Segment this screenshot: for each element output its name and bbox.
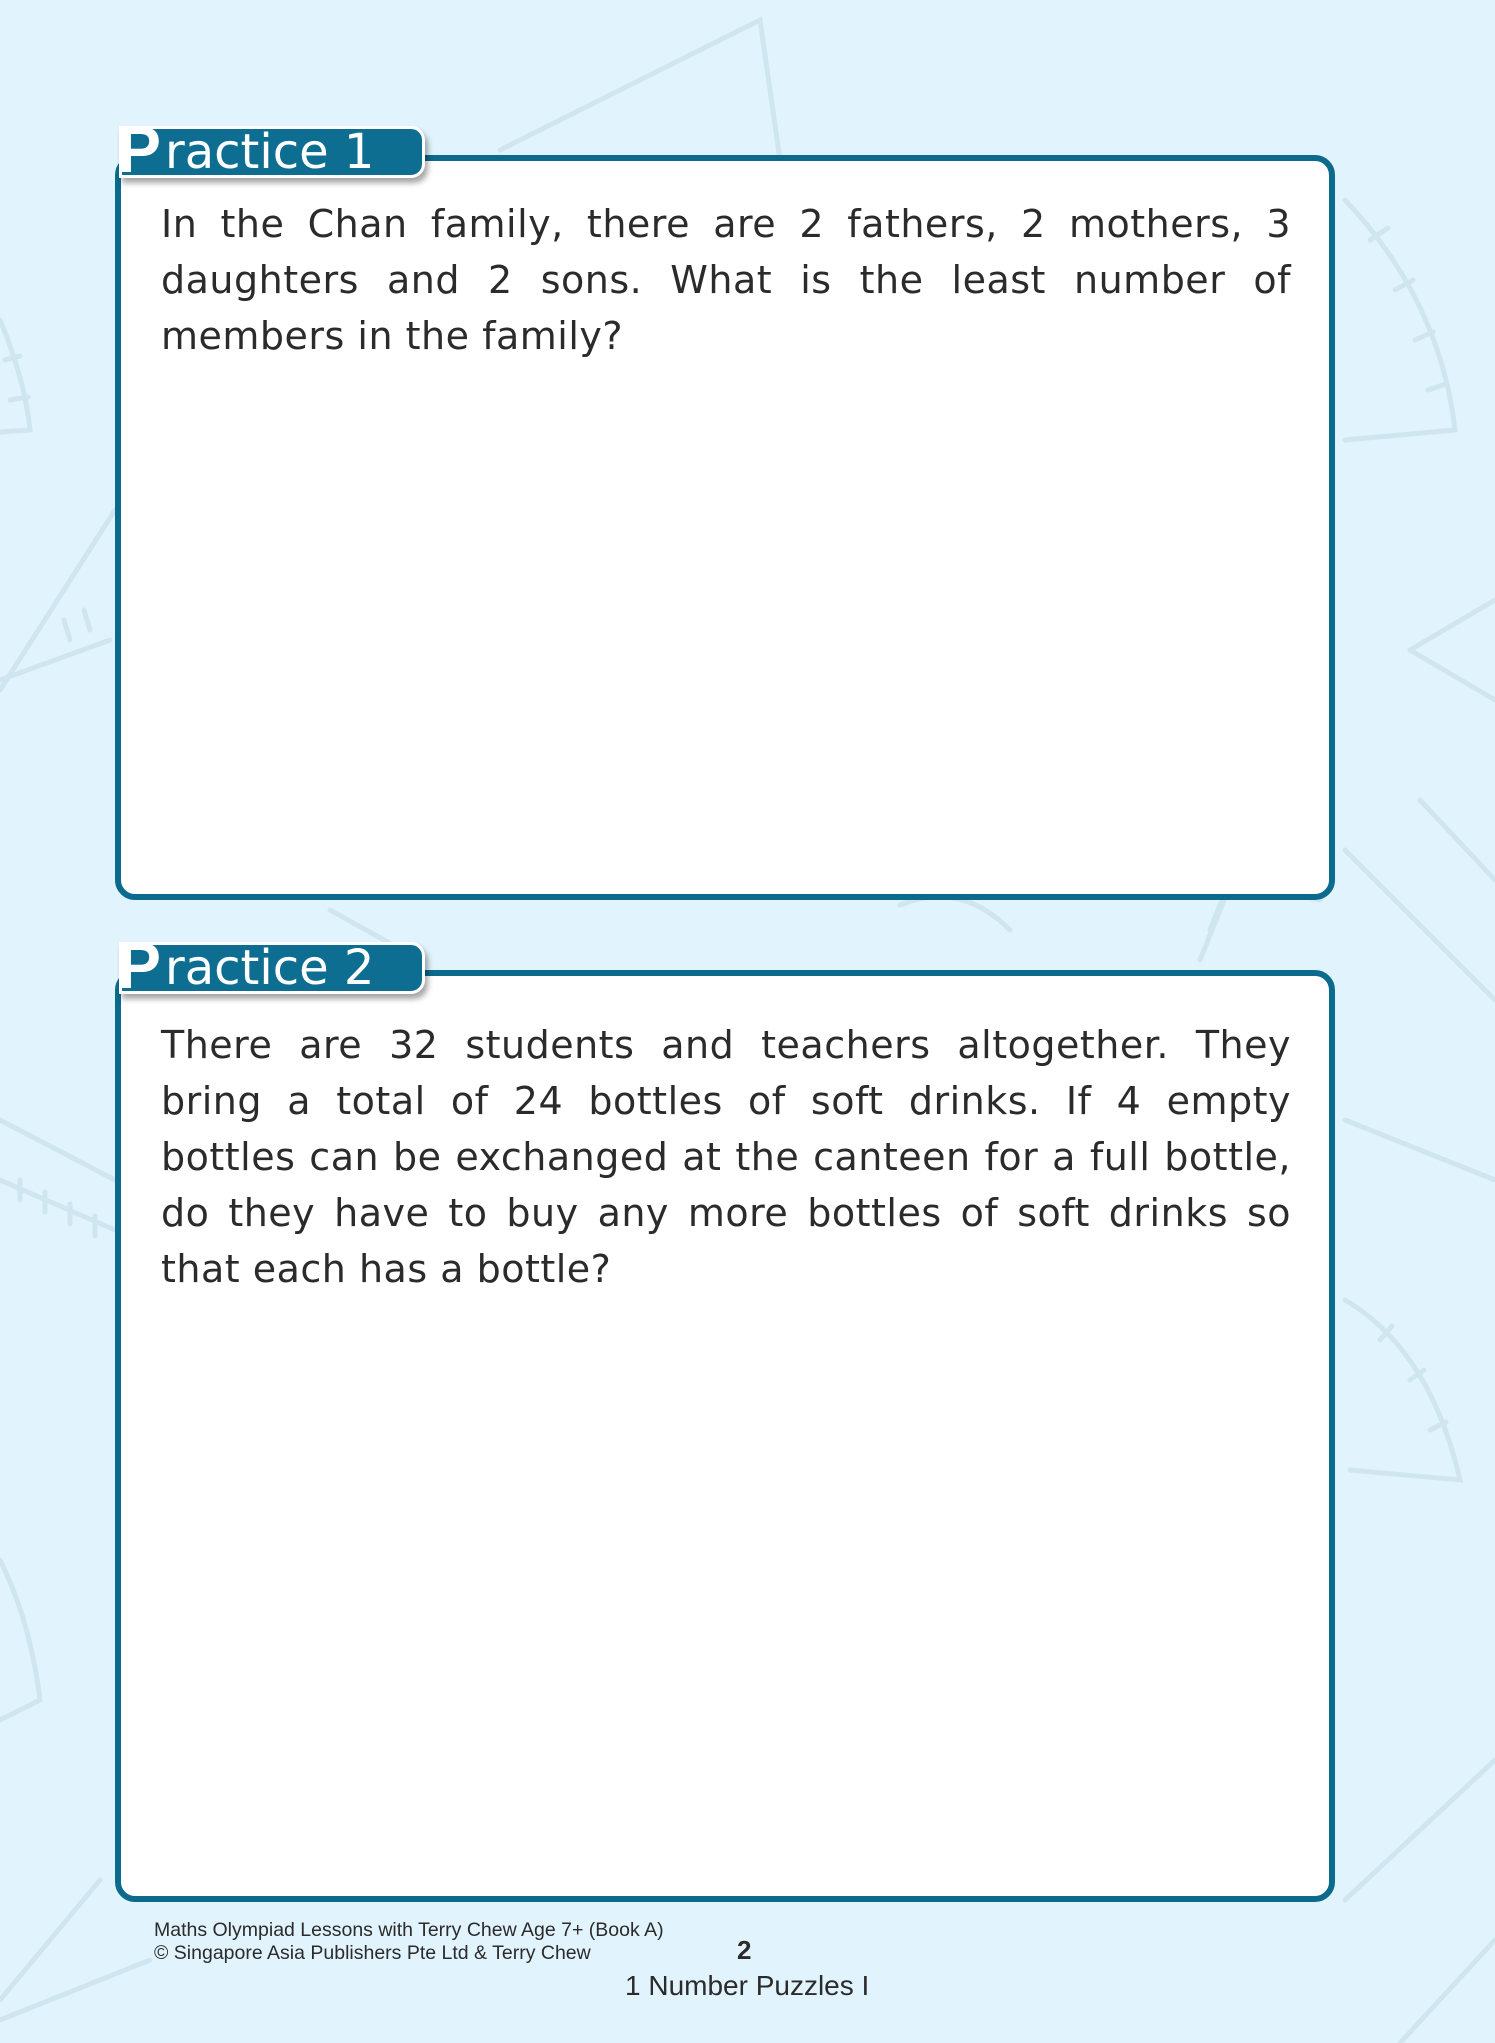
- footer-book-title: Maths Olympiad Lessons with Terry Chew Age 7+ (Book A): [154, 1919, 664, 1941]
- practice-1-label-initial: P: [117, 112, 160, 186]
- page-number: 2: [737, 1935, 752, 1965]
- practice-2-label-text: ractice 2: [165, 940, 375, 996]
- practice-2-question: There are 32 students and teachers altogether. They bring a total of 24 bottles of soft drinks. If 4 empty bottles can be exchanged at the canteen for a full bottle, do they have to buy any more bottles of soft drinks so that each has a bottle?: [161, 1023, 1291, 1291]
- practice-2-label-initial: P: [117, 928, 160, 1002]
- practice-1-question: In the Chan family, there are 2 fathers, 2 mothers, 3 daughters and 2 sons. What is the least number of members in the family?: [161, 202, 1291, 358]
- practice-2-label: [115, 928, 425, 1002]
- footer-copyright: © Singapore Asia Publishers Pte Ltd & Terry Chew: [154, 1942, 591, 1964]
- practice-1-label: [115, 112, 425, 186]
- practice-1-label-text: ractice 1: [165, 124, 375, 180]
- chapter-title: 1 Number Puzzles I: [625, 1970, 870, 2001]
